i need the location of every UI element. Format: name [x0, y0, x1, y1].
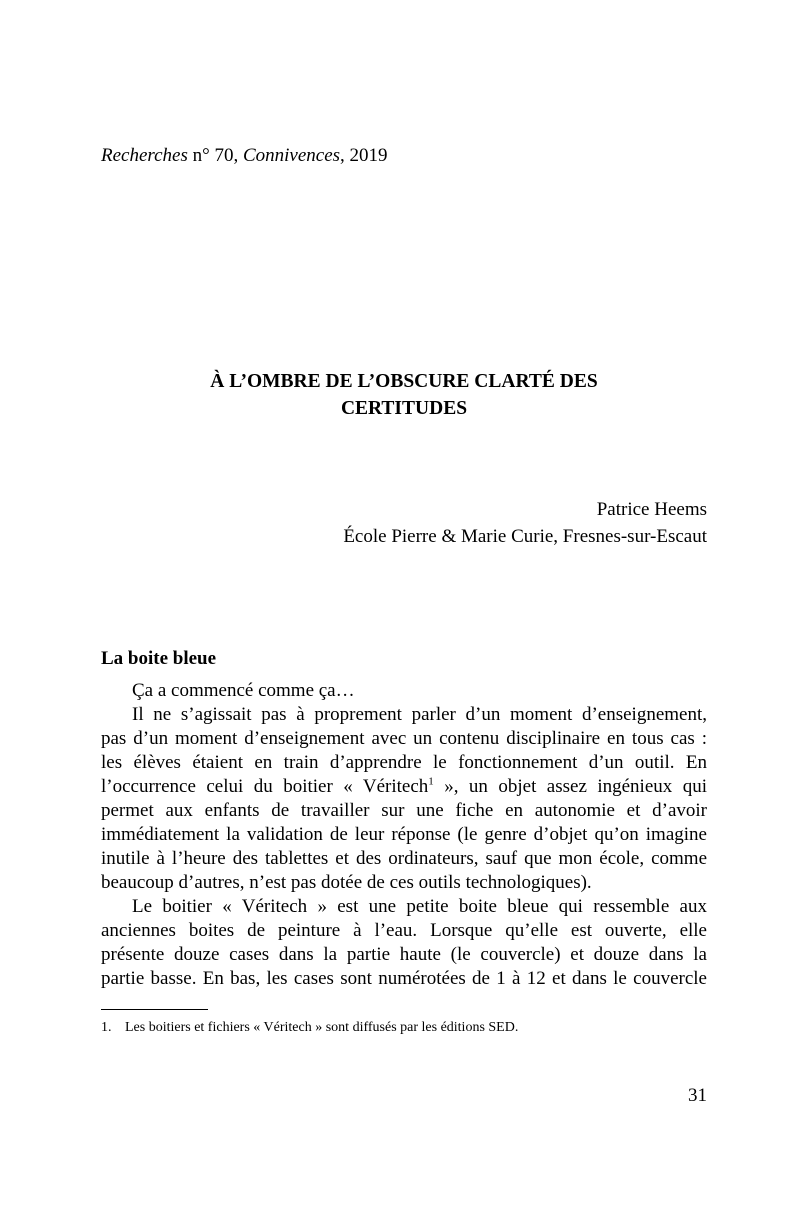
footnote-text: Les boitiers et fichiers « Véritech » sont diffusés par les éditions SED. [125, 1020, 519, 1035]
paragraph-3-line: présente douze cases dans la partie haute (le couvercle) et douze dans la [101, 944, 707, 965]
footnote-divider [101, 1009, 208, 1010]
paragraph-2-line: Il ne s’agissait pas à proprement parler d’un moment d’enseignement, [132, 704, 707, 725]
section-heading: La boite bleue [101, 648, 217, 669]
paragraph-2-line: beaucoup d’autres, n’est pas dotée de ces outils technologiques). [101, 872, 592, 893]
footnote [101, 1019, 518, 1037]
paragraph-2-text: l’occurrence celui du boitier « Véritech [101, 776, 429, 797]
paragraph-2-line [101, 775, 707, 799]
article-title [101, 368, 707, 422]
journal-header [101, 144, 388, 168]
journal-issue: n° 70, [187, 145, 243, 166]
journal-name: Recherches [101, 145, 188, 166]
paragraph-2-text: », un objet assez ingénieux qui [444, 776, 708, 797]
author-affiliation: École Pierre & Marie Curie, Fresnes-sur-Escaut [343, 526, 707, 547]
author-block [343, 496, 707, 550]
paragraph-2-line: pas d’un moment d’enseignement avec un contenu disciplinaire en tous cas : [101, 728, 707, 749]
author-name: Patrice Heems [596, 499, 707, 520]
article-title-line-2: CERTITUDES [340, 398, 468, 419]
paragraph-3-line: partie basse. En bas, les cases sont numérotées de 1 à 12 et dans le couvercle [101, 968, 707, 989]
journal-issue-title: Connivences [242, 145, 341, 166]
paragraph-1: Ça a commencé comme ça… [132, 680, 355, 701]
body-text [101, 679, 707, 991]
paragraph-2-line: inutile à l’heure des tablettes et des ordinateurs, sauf que mon école, comme [101, 848, 707, 869]
footnote-reference[interactable]: 1 [428, 775, 434, 788]
paragraph-2-line: les élèves étaient en train d’apprendre le fonctionnement d’un outil. En [101, 752, 707, 773]
paragraph-3-line: anciennes boites de peinture à l’eau. Lorsque qu’elle est ouverte, elle [101, 920, 707, 941]
paragraph-3-line: Le boitier « Véritech » est une petite boite bleue qui ressemble aux [132, 896, 707, 917]
page-number: 31 [688, 1085, 707, 1106]
article-title-line-1: À L’OMBRE DE L’OBSCURE CLARTÉ DES [210, 371, 598, 392]
journal-year: , 2019 [340, 145, 388, 166]
paragraph-2-line: immédiatement la validation de leur réponse (le genre d’objet qu’on imagine [101, 824, 707, 845]
footnote-number: 1. [101, 1020, 112, 1035]
paragraph-2-line: permet aux enfants de travailler sur une fiche en autonomie et d’avoir [101, 800, 707, 821]
